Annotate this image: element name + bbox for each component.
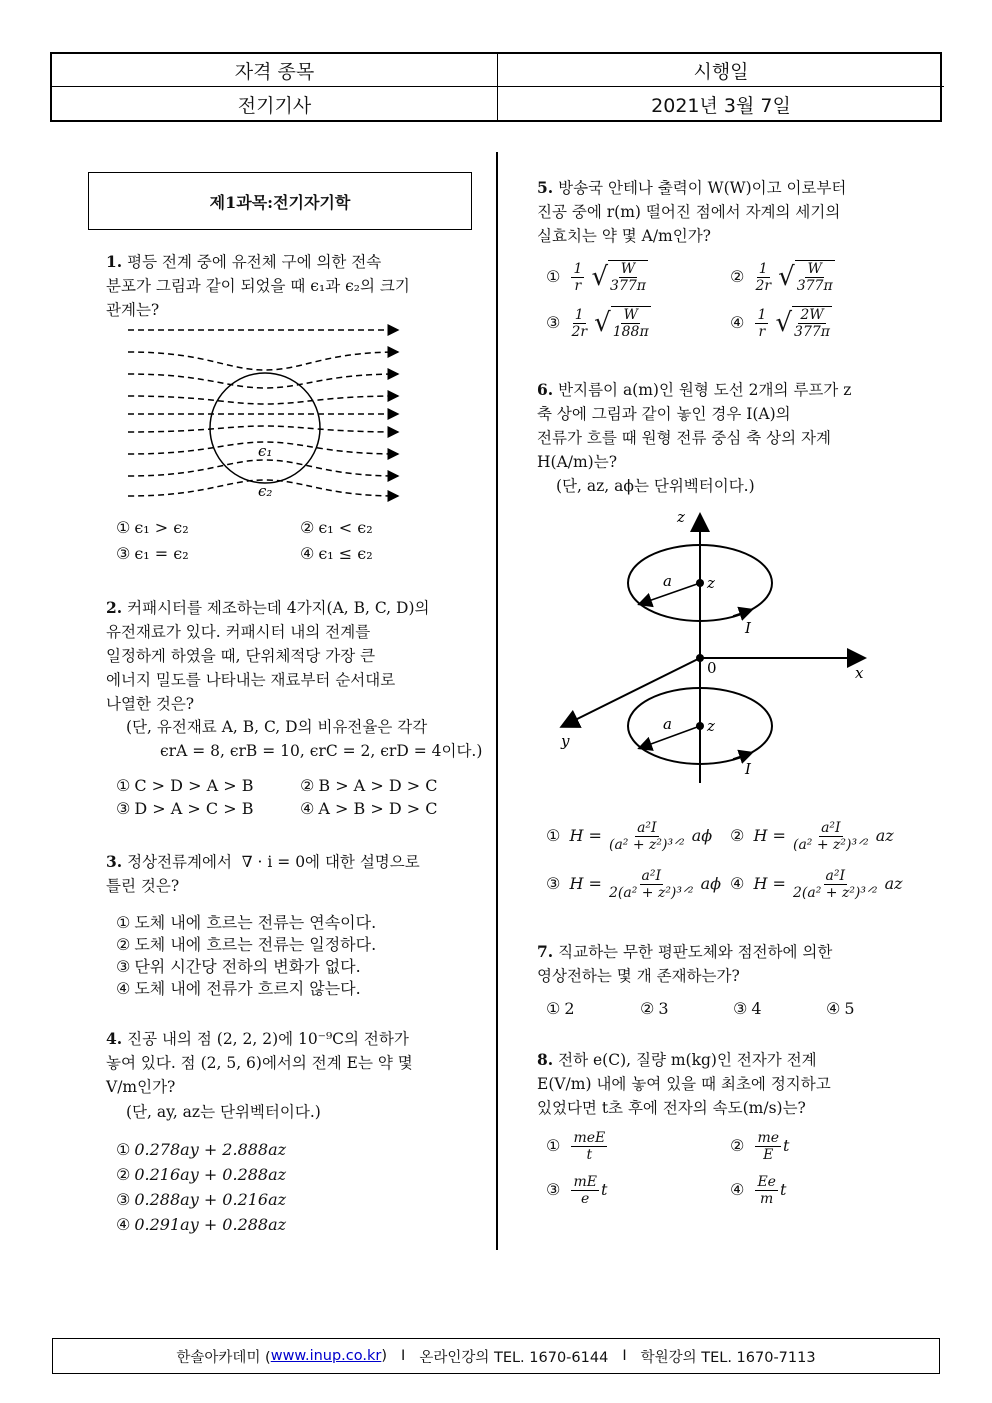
question-2 xyxy=(106,596,486,716)
option-1[interactable]: ① H = $\frac{\text{a²I}}{\text{(a² + z²)³ᐟ²}}$ aϕ xyxy=(546,820,713,853)
question-1 xyxy=(106,250,486,322)
option-3[interactable]: ③ 4 xyxy=(733,999,762,1018)
y-label: y xyxy=(561,732,570,750)
footer-offline-tel: 학원강의 TEL. 1670-7113 xyxy=(640,1349,816,1366)
option-3[interactable]: ③ $\frac{mE}{e}$ t xyxy=(546,1174,608,1207)
question-number: 8. xyxy=(537,1050,554,1069)
header-label-date: 시행일 xyxy=(498,54,944,87)
field-line xyxy=(128,426,398,432)
question-text: 정상전류계에서 ∇ · i = 0에 대한 설명으로 틀린 것은? xyxy=(106,853,420,895)
option-2[interactable]: ② ϵ₁ < ϵ₂ xyxy=(300,518,373,537)
question-text: 반지름이 a(m)인 원형 도선 2개의 루프가 z 축 상에 그림과 같이 놓인 경우 I(A)의 전류가 흐를 때 원형 전류 중심 축 상의 자계 H(A/m)는? xyxy=(537,381,852,471)
option-3[interactable]: ③ D > A > C > B xyxy=(116,799,254,818)
option-4[interactable]: ④ $\frac{1}{r}$ √ $\frac{2W}{377\pi}$ xyxy=(730,306,830,340)
option-1[interactable]: ① 2 xyxy=(546,999,575,1018)
option-4[interactable]: ④ ϵ₁ ≤ ϵ₂ xyxy=(300,544,373,563)
field-line xyxy=(128,352,398,370)
option-1[interactable]: ① ϵ₁ > ϵ₂ xyxy=(116,518,189,537)
option-1[interactable]: ① 도체 내에 흐르는 전류는 연속이다. xyxy=(116,913,377,932)
note-line: (단, 유전재료 A, B, C, D의 비유전율은 각각 xyxy=(126,718,428,736)
question-text: 평등 전계 중에 유전체 구에 의한 전속 분포가 그림과 같이 되었을 때 ϵ₁과 ϵ₂의 크기 관계는? xyxy=(106,253,410,319)
question-4 xyxy=(106,1027,486,1099)
dielectric-sphere-figure xyxy=(126,318,406,503)
option-2[interactable]: ② H = $\frac{\text{a²I}}{\text{(a² + z²)³ᐟ²}}$ az xyxy=(730,820,894,853)
footer-bar xyxy=(52,1338,940,1374)
header-table xyxy=(50,52,942,122)
question-3 xyxy=(106,850,486,898)
question-number: 1. xyxy=(106,252,123,271)
question-text: 직교하는 무한 평판도체와 점전하에 의한 영상전하는 몇 개 존재하는가? xyxy=(537,943,833,985)
option-1[interactable]: ① $\frac{\text{meE}}{t}$ xyxy=(546,1130,606,1163)
question-text: 방송국 안테나 출력이 W(W)이고 이로부터 진공 중에 r(m) 떨어진 점에서 자계의 세기의 실효치는 약 몇 A/m인가? xyxy=(537,179,847,245)
option-4[interactable]: ④ $\frac{Ee}{m}$ t xyxy=(730,1174,787,1207)
field-line xyxy=(128,374,398,388)
header-label-subject: 자격 종목 xyxy=(52,54,498,87)
question-7 xyxy=(537,940,917,988)
option-2[interactable]: ② $\frac{1}{2r}$ √ $\frac{W}{377\pi}$ xyxy=(730,260,833,294)
question-text: 전하 e(C), 질량 m(kg)인 전자가 전계 E(V/m) 내에 놓여 있을 때 최초에 정지하고 있었다면 t초 후에 전자의 속도(m/s)는? xyxy=(537,1051,831,1117)
field-line xyxy=(128,460,398,476)
option-4[interactable]: ④ A > B > D > C xyxy=(300,799,438,818)
question-text: 진공 내의 점 (2, 2, 2)에 10⁻⁹C의 전하가 놓여 있다. 점 (2, 5, 6)에서의 전계 E는 약 몇 V/m인가? xyxy=(106,1030,413,1096)
option-2[interactable]: ② $\frac{me}{E}$ t xyxy=(730,1130,790,1163)
question-4-note: (단, ay, az는 단위벡터이다.) xyxy=(126,1103,321,1121)
question-number: 4. xyxy=(106,1029,123,1048)
option-3[interactable]: ③ 0.288ay + 0.216az xyxy=(116,1190,287,1209)
footer-separator: I xyxy=(401,1348,406,1364)
x-label: x xyxy=(855,664,864,682)
current-label: I xyxy=(745,619,751,637)
footer-separator: I xyxy=(622,1348,627,1364)
current-arrow xyxy=(733,753,751,759)
question-number: 5. xyxy=(537,178,554,197)
eps2-label: ϵ₂ xyxy=(258,482,273,500)
question-5 xyxy=(537,176,917,248)
option-4[interactable]: ④ H = $\frac{\text{a²I}}{\text{2(a² + z²)³ᐟ²}}$ az xyxy=(730,868,903,901)
radius-label: a xyxy=(663,572,672,590)
header-value-date: 2021년 3월 7일 xyxy=(651,95,791,117)
eps1-label: ϵ₁ xyxy=(258,442,273,460)
field-line xyxy=(128,396,398,404)
option-3[interactable]: ③ $\frac{1}{2r}$ √ $\frac{W}{188\pi}$ xyxy=(546,306,649,340)
footer-paren: ) xyxy=(381,1348,388,1364)
note-line: ϵrA = 8, ϵrB = 10, ϵrC = 2, ϵrD = 4이다.) xyxy=(160,742,483,760)
option-4[interactable]: ④ 도체 내에 전류가 흐르지 않는다. xyxy=(116,979,361,998)
option-4[interactable]: ④ 0.291ay + 0.288az xyxy=(116,1215,287,1234)
option-1[interactable]: ① 0.278ay + 2.888az xyxy=(116,1140,287,1159)
current-arrow xyxy=(733,610,751,616)
option-2[interactable]: ② 3 xyxy=(640,999,669,1018)
question-2-note xyxy=(126,715,482,763)
option-4[interactable]: ④ 5 xyxy=(826,999,855,1018)
question-number: 3. xyxy=(106,852,123,871)
current-label: I xyxy=(745,760,751,778)
origin-label: 0 xyxy=(707,659,717,677)
question-text: 커패시터를 제조하는데 4가지(A, B, C, D)의 유전재료가 있다. 커패시터 내의 전계를 일정하게 하였을 때, 단위체적당 가장 큰 에너지 밀도를 나타내는 재료부터 순서대로 나열한 것은? xyxy=(106,599,430,713)
question-number: 7. xyxy=(537,942,554,961)
current-loops-figure xyxy=(555,508,875,788)
option-3[interactable]: ③ ϵ₁ = ϵ₂ xyxy=(116,544,189,563)
footer-website-link[interactable]: www.inup.co.kr xyxy=(270,1348,382,1364)
question-number: 6. xyxy=(537,380,554,399)
option-1[interactable]: ① $\frac{1}{r}$ √ $\frac{W}{377\pi}$ xyxy=(546,260,646,294)
radius-label: a xyxy=(663,715,672,733)
center-z-label: z xyxy=(707,717,715,735)
subject-title: 제1과목:전기자기학 xyxy=(88,172,472,230)
footer-academy: 한솔아카데미 ( xyxy=(176,1349,271,1366)
question-6-note: (단, az, aϕ는 단위벡터이다.) xyxy=(556,477,755,495)
footer-online-tel: 온라인강의 TEL. 1670-6144 xyxy=(419,1349,609,1366)
option-2[interactable]: ② B > A > D > C xyxy=(300,776,438,795)
header-value-subject: 전기기사 xyxy=(52,87,498,122)
option-2[interactable]: ② 도체 내에 흐르는 전류는 일정하다. xyxy=(116,935,377,954)
center-z-label: z xyxy=(707,574,715,592)
option-3[interactable]: ③ H = $\frac{\text{a²I}}{\text{2(a² + z²)³ᐟ²}}$ aϕ xyxy=(546,868,722,901)
question-8 xyxy=(537,1048,917,1120)
option-2[interactable]: ② 0.216ay + 0.288az xyxy=(116,1165,287,1184)
z-label: z xyxy=(677,508,685,526)
option-1[interactable]: ① C > D > A > B xyxy=(116,776,254,795)
question-6 xyxy=(537,378,917,474)
option-3[interactable]: ③ 단위 시간당 전하의 변화가 없다. xyxy=(116,957,361,976)
column-divider xyxy=(496,152,498,1250)
question-number: 2. xyxy=(106,598,123,617)
